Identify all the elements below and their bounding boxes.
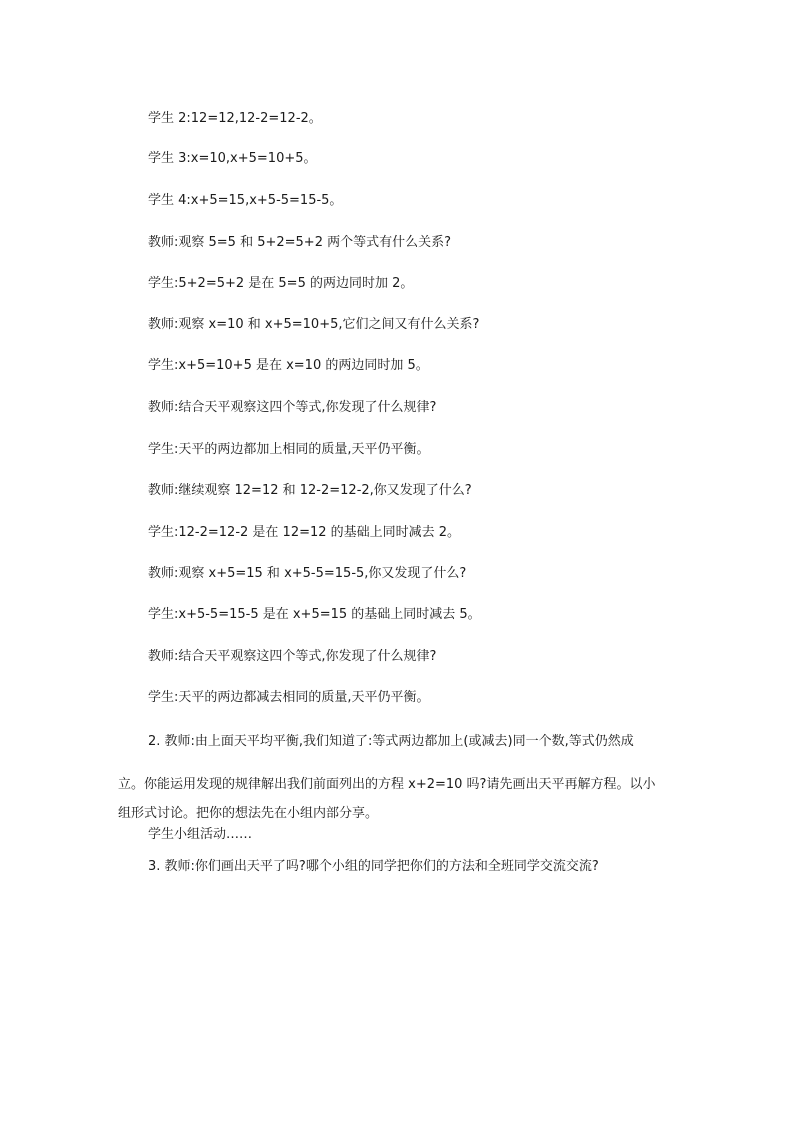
paragraph-2-line-2: 立。你能运用发现的规律解出我们前面列出的方程 x+2=10 吗?请先画出天平再解方程。以小: [118, 777, 656, 792]
text-line: 学生 2:12=12,12-2=12-2。: [148, 111, 322, 126]
text-line: 教师:观察 x+5=15 和 x+5-5=15-5,你又发现了什么?: [148, 566, 467, 581]
student-activity: 学生小组活动……: [148, 827, 253, 842]
text-line: 学生 4:x+5=15,x+5-5=15-5。: [148, 193, 343, 208]
text-line: 教师:观察 5=5 和 5+2=5+2 两个等式有什么关系?: [148, 235, 452, 250]
text-line: 学生 3:x=10,x+5=10+5。: [148, 151, 317, 166]
text-line: 学生:天平的两边都减去相同的质量,天平仍平衡。: [148, 690, 430, 705]
paragraph-2-line-3: 组形式讨论。把你的想法先在小组内部分享。: [118, 806, 379, 821]
text-line: 教师:结合天平观察这四个等式,你发现了什么规律?: [148, 400, 437, 415]
paragraph-3: 3. 教师:你们画出天平了吗?哪个小组的同学把你们的方法和全班同学交流交流?: [148, 859, 599, 874]
paragraph-2-line-1: 2. 教师:由上面天平均平衡,我们知道了:等式两边都加上(或减去)同一个数,等式仍然成: [148, 734, 634, 749]
text-line: 教师:继续观察 12=12 和 12-2=12-2,你又发现了什么?: [148, 483, 472, 498]
text-line: 学生:12-2=12-2 是在 12=12 的基础上同时减去 2。: [148, 525, 461, 540]
text-line: 学生:天平的两边都加上相同的质量,天平仍平衡。: [148, 442, 430, 457]
text-line: 教师:结合天平观察这四个等式,你发现了什么规律?: [148, 649, 437, 664]
text-line: 学生:x+5-5=15-5 是在 x+5=15 的基础上同时减去 5。: [148, 607, 481, 622]
text-line: 学生:x+5=10+5 是在 x=10 的两边同时加 5。: [148, 358, 429, 373]
text-line: 学生:5+2=5+2 是在 5=5 的两边同时加 2。: [148, 276, 414, 291]
text-line: 教师:观察 x=10 和 x+5=10+5,它们之间又有什么关系?: [148, 317, 480, 332]
